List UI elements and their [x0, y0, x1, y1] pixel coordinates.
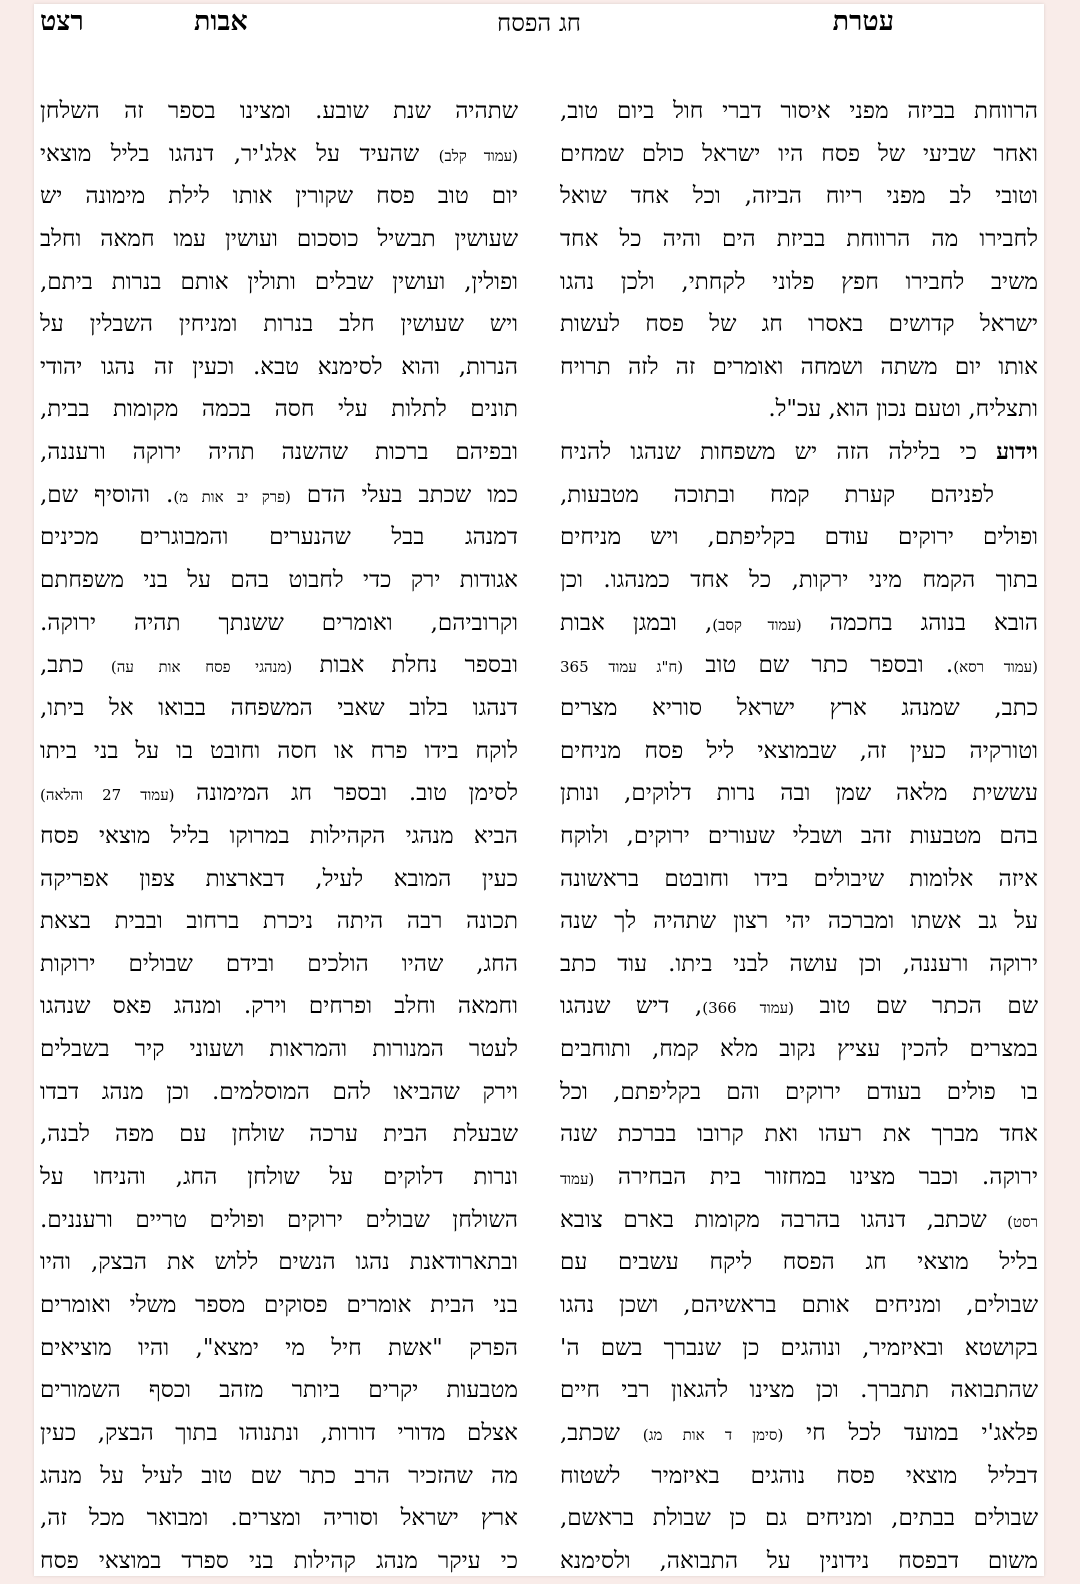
text-line: תכונה רבה היתה ניכרת ברחוב ובבית בצאת [40, 908, 518, 935]
text-line: כעין המובא לעיל, דבארצות צפון אפריקה [40, 865, 518, 892]
text-line: בני הבית אומרים פסוקים מספר משלי ואומרים [40, 1291, 518, 1318]
text-line: כי עיקר מנהג קהילות בני ספרד במוצאי פסח [40, 1547, 518, 1574]
text-line: מטבעות יקרים ביותר מזהב וכסף השמורים [40, 1377, 518, 1404]
text-line: תונים לתלות עלי חסה בכמה מקומות בבית, [40, 396, 518, 423]
text-line: לוקח בידו פרח או חסה וחובט בו על בני ביתו [40, 737, 518, 764]
text-line: כתב, שמנהג ארץ ישראל סוריא מצרים [560, 694, 1038, 721]
text-line: שעושין תבשיל כוסכום ועושין עמו חמאה וחלב [40, 225, 518, 252]
text-line: שם הכתר שם טוב (עמוד 366), דיש שנהגו [560, 993, 1038, 1020]
text-line: ארץ ישראל וסוריה ומצרים. ומבואר מכל זה, [40, 1505, 518, 1532]
text-line: (עמוד רסא). ובספר כתר שם טוב (ח"ג עמוד 365 [560, 652, 1038, 679]
text-line: ובתארודאנת נהגו הנשים ללוש את הבצק, והיו [40, 1249, 518, 1276]
text-line: יום טוב פסח שקורין אותו לילת מימונה יש [40, 183, 518, 210]
text-line: הובא בנוהג בחכמה (עמוד קסב), ובמגן אבות [560, 609, 1038, 636]
text-line: איזה אלומות שיבולים בידו וחובטם בראשונה [560, 865, 1038, 892]
running-head [34, 4, 1044, 44]
text-line: וירק שהביאו להם המוסלמים. וכן מנהג דבדו [40, 1078, 518, 1105]
text-line: ירוקה ורעננה, וכן עושה לבני ביתו. עוד כתב [560, 950, 1038, 977]
text-line: ובפיהם ברכות שהשנה תהיה ירוקה ורעננה, [40, 439, 518, 466]
text-column-left [40, 90, 518, 1576]
text-line: אגודות ירק כדי לחבוט בהם על בני משפחתם [40, 567, 518, 594]
text-line: בתוך הקמח מיני ירקות, כל אחד כמנהגו. וכן [560, 567, 1038, 594]
text-line: וטורקיה כעין זה, שבמוצאי ליל פסח מניחים [560, 737, 1038, 764]
text-line: הרווחת בביזה מפני איסור דברי חול ביום טוב, [560, 98, 1038, 124]
text-column-right [560, 90, 1038, 1576]
page-number: רצט [40, 6, 84, 37]
text-line: לפניהם קערת קמח ובתוכה מטבעות, [560, 481, 994, 508]
text-line: וטובי לב מפני ריוח הביזה, וכל אחד שואל [560, 183, 1038, 210]
text-line: ופולים ירוקים עודם בקליפתם, ויש מניחים [560, 524, 1038, 551]
text-line: על גב אשתו ומברכה יהי רצון שתהיה לך שנה [560, 908, 1038, 935]
text-line: השולחן שבולים ירוקים ופולים טריים ורעננים. [40, 1206, 518, 1233]
text-line: דמנהג בבל שהנערים והמבוגרים מכינים [40, 524, 518, 551]
text-line: משום דבפסח נידונין על התבואה, ולסימנא [560, 1547, 1038, 1574]
text-line: וחמאה וחלב ופרחים וירק. ומנהג פאס שנהגו [40, 993, 518, 1020]
text-line: ישראל קדושים באסרו חג של פסח לעשות [560, 311, 1038, 338]
text-line: ויש שעושין חלב בנרות ומניחין השבלין על [40, 311, 518, 338]
header-series-title: עטרת [832, 6, 894, 37]
text-line: משיב לחבירו חפץ פלוני לקחתי, ולכן נהגו [560, 268, 1038, 295]
text-line: הפרק "אשת חיל מי ימצא", והיו מוציאים [40, 1334, 518, 1361]
text-line: ואחר שביעי של פסח היו ישראל כולם שמחים [560, 140, 1038, 167]
text-line: בליל מוצאי חג הפסח ליקח עשבים עם [560, 1249, 1038, 1276]
text-line: מה שהזכיר הרב כתר שם טוב לעיל על מנהג [40, 1462, 518, 1489]
text-line: שבולים בבתים, ומניחים גם כן שבולת בראשם, [560, 1505, 1038, 1532]
text-line: אחד מברך את רעהו ואת קרובו בברכת שנה [560, 1121, 1038, 1148]
text-line: וקרוביהם, ואומרים ששנתך תהיה ירוקה. [40, 609, 518, 636]
text-line: לעטר המנורות והמראות ושעוני קיר בשבלים [40, 1036, 518, 1063]
text-line: לחבירו מה הרווחת בביזת הים והיה כל אחד [560, 225, 1038, 252]
text-line: וידוע כי בלילה הזה יש משפחות שנהגו להניח [560, 438, 1038, 466]
header-section-title: חג הפסח [497, 9, 581, 37]
text-line: בקושטא ובאיזמיר, ונוהגים כן שנברך בשם ה' [560, 1334, 1038, 1361]
text-line: עששית מלאה שמן ובה נרות דלוקים, ונותן [560, 780, 1038, 807]
text-line: הביא מנהגי הקהילות במרוקו בליל מוצאי פסח [40, 822, 518, 849]
text-line: במצרים להכין עציץ נקוב מלא קמח, ותוחבים [560, 1036, 1038, 1063]
text-line: בו פולים בעודם ירוקים והם בקליפתם, וכל [560, 1078, 1038, 1105]
text-line: שהתבואה תתברך. וכן מצינו להגאון רבי חיים [560, 1377, 1038, 1404]
text-line: אצלם מדורי דורות, ונתנוהו בתוך הבצק, כעין [40, 1419, 518, 1446]
text-line: דנהגו בלוב שאבי המשפחה בבואו אל ביתו, [40, 694, 518, 721]
text-line: שבעלת הבית ערכה שולחן עם מפה לבנה, [40, 1121, 518, 1148]
text-line: בהם מטבעות זהב ושבלי שעורים ירוקים, ולוקח [560, 822, 1038, 849]
text-line: לסימן טוב. ובספר חג המימונה (עמוד 27 והלאה) [40, 780, 518, 807]
header-book-title: אבות [194, 6, 248, 37]
text-line: ופולין, ועושין שבלים ותולין אותם בנרות ביתם, [40, 268, 518, 295]
text-line: ותצליח, וטעם נכון הוא, עכ"ל. [768, 396, 1038, 423]
text-line: (עמוד קלב) שהעיד על אלג'יר, דנהגו בליל מוצאי [40, 140, 518, 167]
text-line: כמו שכתב בעלי הדם (פרק יב אות מ). והוסיף שם, [40, 481, 518, 508]
text-line: אותו יום משתה ושמחה ואומרים זה לזה תרויח [560, 353, 1038, 380]
text-line: ירוקה. וכבר מצינו במחזור בית הבחירה (עמוד [560, 1164, 1038, 1191]
book-page [34, 4, 1044, 1576]
text-line: פלאג'י במועד לכל חי (סימן ד אות מג) שכתב, [560, 1419, 1038, 1446]
text-line: הנרות, והוא לסימנא טבא. וכעין זה נהגו יהודי [40, 353, 518, 380]
text-line: שבולים, ומניחים אותם בראשיהם, ושכן נהגו [560, 1291, 1038, 1318]
text-line: ונרות דלוקים על שולחן החג, והניחו על [40, 1164, 518, 1191]
text-line: רסט) שכתב, דנהגו בהרבה מקומות בארם צובא [560, 1206, 1038, 1233]
text-line: שתהיה שנת שובע. ומצינו בספר זה השלחן [40, 98, 518, 124]
text-line: ובספר נחלת אבות (מנהגי פסח אות עה) כתב, [40, 652, 518, 679]
text-line: דבליל מוצאי פסח נוהגים באיזמיר לשטוח [560, 1462, 1038, 1489]
text-line: החג, שהיו הולכים ובידם שבולים ירוקות [40, 950, 518, 977]
